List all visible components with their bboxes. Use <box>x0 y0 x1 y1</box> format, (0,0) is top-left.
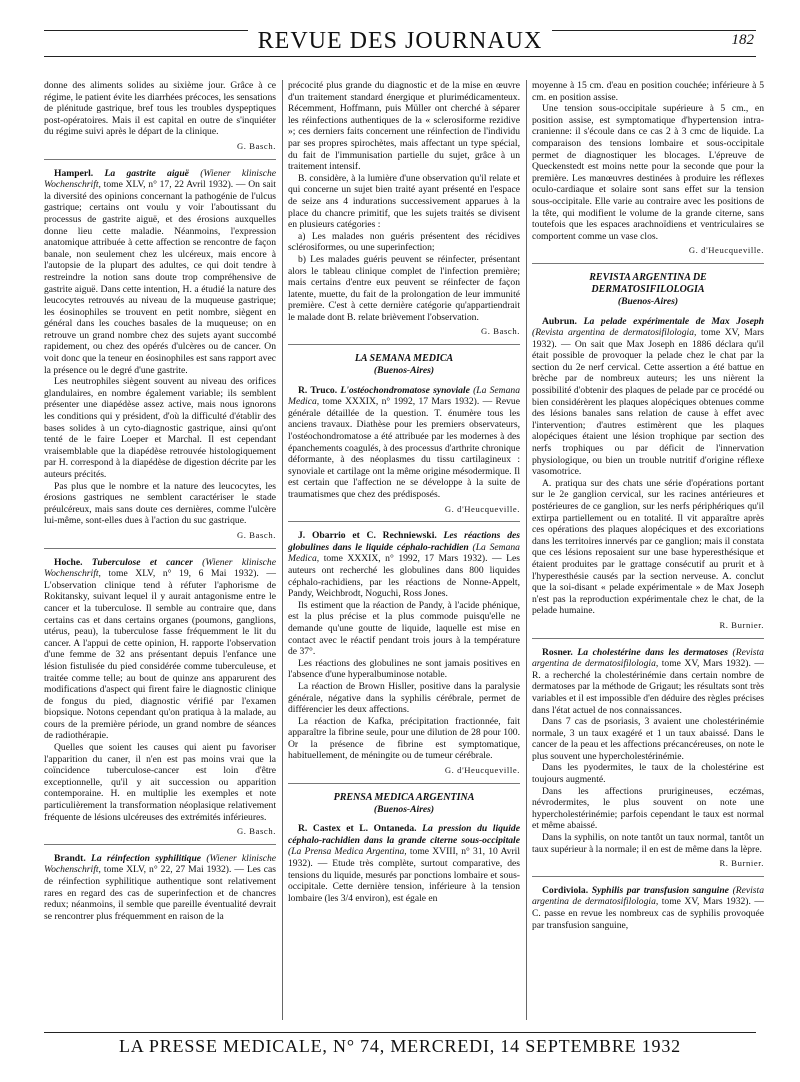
article-hoche <box>44 557 276 838</box>
article-title: La gastrite aiguë <box>104 167 189 179</box>
article-source: (Wiener klinische Wochenschrift, <box>44 556 276 580</box>
paragraph: B. considère, à la lumière d'une observation qu'il relate et qui concerne un sujet bien traité ayant présenté en l'espace de seize ans 4 indurations successivement apparues à la place du chancre primitif, que les sujets traités se divisent en plusieurs catégories : <box>288 172 520 231</box>
article-author-head: Cordiviola. <box>542 884 589 896</box>
paragraph: — C. passe en revue les nombreux cas de syphilis provoquée par transfusion sanguine, <box>532 896 764 931</box>
article-columns <box>44 80 764 1020</box>
article-title: Tuberculose et cancer <box>91 556 193 568</box>
article-cordiviola <box>532 885 764 931</box>
paragraph: — On sait que Max Joseph en 1886 déclara qu'il était possible de provoquer la pelade chez le chat par la section du 2e nerf cervical. Cette assertion a été battue en brèche par de nombreux auteurs; les uns nièrent la possibilité d'obtenir des plaques de pelade par ce procédé ou bien considérèrent les plaques alopéciques obtenues comme des lésions banales sans relation de cause à effet avec l'intervention; d'autres estimèrent que les plaques alopéciques étaient une lésion trophique par section des nerfs trophiques ou par déficit de l'innervation physiologique, ou bien un trouble nutritif d'origine réflexe vasomotrice. <box>532 338 764 478</box>
separator <box>288 783 520 784</box>
footer-rule <box>44 1032 756 1033</box>
article-reference: tome XXXIX, n° 1992, 17 Mars 1932). <box>322 396 480 408</box>
article-author-head: Hoche. <box>54 556 83 568</box>
column-divider <box>526 80 527 1020</box>
separator <box>44 159 276 160</box>
article-reference: tome XLV, n° 19, 6 Mai 1932). <box>108 568 259 580</box>
paragraph: Les réactions des globulines ne sont jamais positives en l'absence d'une hyperalbuminose notable. <box>288 657 520 681</box>
journal-heading: LA SEMANA MEDICA <box>354 353 454 365</box>
paragraph: — Les auteurs ont recherché les globulines dans 800 liquides céphalo-rachidiens, par les réactions de Nonne-Appelt, Pandy, Weichbrodt, Noguchi, Ross Jones. <box>288 553 520 600</box>
article-truco <box>288 385 520 516</box>
paragraph: — Etude très complète, surtout comparative, des tensions du liquide, mesurés par ponctions lombaire et sous-occipitale. Cette dernière tension, inférieure à la tension lombaire (les 3/4 environ), est égale en <box>288 858 520 904</box>
article-reference: tome XV, Mars 1932). <box>661 896 751 908</box>
separator <box>532 263 764 264</box>
paragraph: — Les cas de réinfection syphilitique authentique sont relativement rares en regard des cas de superinfection et de chancres redux; néanmoins, il semble que pareille éventualité devrait se rencontrer plus fréquemment en raison de la <box>44 864 277 922</box>
column-2 <box>288 80 520 904</box>
article-hamperl <box>44 168 276 542</box>
article-source: (Revista argentina de dermatosifilologia, <box>532 646 764 670</box>
page-footer <box>44 1030 756 1060</box>
paragraph: — R. a recherché la cholestérinémie dans certain nombre de dermatoses par la méthode de Grigaut; les résultats sont très variables et il est impossible d'en déduire des règles précises dans l'état actuel de nos connaissances. <box>532 658 764 716</box>
article-title: La pression du liquide céphalo-rachidien dans la grande citerne sous-occipitale <box>288 823 520 846</box>
paragraph: La réaction de Brown Hisller, positive dans la paralysie générale, négative dans la syphilis cérébrale, permet de différencier les deux affections. <box>288 680 520 716</box>
article-author: G. Basch. <box>236 826 276 837</box>
article-author: G. Basch. <box>236 140 276 151</box>
separator <box>532 638 764 639</box>
page-number: 182 <box>726 32 755 49</box>
journal-location: (Buenos-Aires) <box>617 295 679 307</box>
paragraph: — L'observation clinique tend à réfuter l'aphorisme de Rokitansky, suivant lequel il y aurait antagonisme entre le cancer et la tuberculose. Il semble au contraire que, dans certains cas et dans certains organes (poumons, ganglions, utérus, peau), la tuberculose fasse fréquemment le lit du cancer. A l'appui de cette opinion, H. rapporte l'observation d'une femme de 32 ans présentant depuis l'enfance une lésion fistulisée du pied considérée comme tuberculeuse, et traitée comme telle; au bout de quinze ans apparurent des modifications d'aspect qui firent faire le diagnostic clinique de fongus du pied, diagnostic vérifié par l'examen biopsique. Notons cependant qu'on pratiqua à la malade, au cours de la première période, un grand nombre de séances de radiothérapie. <box>44 568 276 742</box>
article-source: (La Semana Medica, <box>288 384 520 408</box>
article-reference: tome XLV, n° 17, 22 Avril 1932). <box>103 179 234 191</box>
separator <box>532 876 764 877</box>
paragraph: — Revue générale détaillée de la question. T. énumère tous les anciens travaux. Diathèse pour les premiers observateurs, l'ostéochondromatose a été attribuée par les modernes à des épanchements coagulés, à des processus d'arthrite chronique déformante, à des néoplasmes du tissu cartilagineux : synoviale et cartilage ont la même origine mésodermique. Il est certain que l'affection ne se développe à la suite de traumatismes que chez des prédisposés. <box>288 396 520 500</box>
article-author: R. Burnier. <box>719 858 764 869</box>
article-title: La pelade expérimentale de Max Joseph <box>583 315 764 327</box>
paragraph: donne des aliments solides au sixième jour. Grâce à ce régime, le patient évite les diarrhées précoces, les sensations de plénitude gastrique, bref tous les troubles dyspeptiques post-opératoires. Mais il est capital en outre de s'inquiéter du régime suivi après le départ de la clinique. <box>44 80 276 138</box>
journal-location: (Buenos-Aires) <box>373 803 435 815</box>
article-author-head: Aubrun. <box>542 315 577 327</box>
paragraph: — On sait la diversité des opinions concernant la pathogénie de l'ulcus gastrique; certains ont voulu y voir l'aboutissant du processus de gastrite aiguë, et des érosions auxquelles donne lieu cette maladie. Néanmoins, l'expression anatomique attribuée à cette affection se rencontre de façon banale, non seulement chez les ulcéreux, mais encore à l'autopsie de la plupart des adultes, ce qui doit tendre à restreindre la notion sans doute trop compréhensive de gastrite aiguë. Dans cette intention, H. a étudié la nature des leucocytes retrouvés au niveau de la muqueuse gastrique; les éosinophiles se trouvent en petit nombre, siègent en général dans les couches basales de la muqueuse; on en retrouve un grand nombre chez des sujets ayant succombé rapidement, ou chez des opérés d'ulcères ou de cancer. On voit donc que la teneur en éosinophiles est sans rapport avec la présence ou le degré d'une gastrite. <box>44 179 276 376</box>
article-castex <box>288 823 520 904</box>
article-reference: tome XV, Mars 1932). <box>661 658 751 670</box>
article-obarrio <box>288 530 520 776</box>
paragraph: Ils estiment que la réaction de Pandy, à l'acide phénique, est la plus précise et la plus commode puisqu'elle ne demande qu'une goutte de liquide, laquelle est mise en contact avec le réactif pendant trois jours à la température de 37°. <box>288 599 520 658</box>
separator <box>44 844 276 845</box>
article-title: La cholestérine dans les dermatoses <box>577 646 728 658</box>
header-rule-bottom <box>44 56 756 57</box>
column-divider <box>282 80 283 1020</box>
paragraph: b) Les malades guéris peuvent se réinfecter, présentant alors le tableau clinique complet de l'infection première; mais certains d'entre eux peuvent se réinfecter de façon latente, muette, du fait de la prolongation de leur immunité première. C'est à cette dernière catégorie qu'appartiendrait le malade dont B. relate brièvement l'observation. <box>288 253 520 323</box>
paragraph: a) Les malades non guéris présentent des récidives sclérosiformes, ou une superinfection; <box>288 230 520 254</box>
paragraph: A. pratiqua sur des chats une série d'opérations portant sur le 2e ganglion cervical, sur les racines antérieures et postérieures de ce ganglion, sur les nerfs périphériques qu'il extirpa partiellement ou en totalité. Il vit apparaître après ces opérations des plaques alopéciques et des excoriations dans les territoires innervés par ce ganglion; mais il constata que ces lésions reposaient sur une base hyperesthésique et étaient produites par le grattage consécutif au prurit et à l'hyperesthésie causés par la section nerveuse. A. conclut que la soi-disant « pelade expérimentale » de Max Joseph n'est pas la reproduction expérimentale chez le chat, de la pelade humaine. <box>532 477 764 617</box>
paragraph: Pas plus que le nombre et la nature des leucocytes, les érosions gastriques ne semblent caractériser le stade préulcéreux, mais sans doute ces dernières, comme l'ulcère lui-même, sont-elles dues à l'action du suc gastrique. <box>44 480 276 527</box>
article-source: (Revista argentina de dermatosifilologia, <box>532 884 764 908</box>
paragraph: Les neutrophiles siègent souvent au niveau des orifices glandulaires, en nombre également variable; ils semblent présenter une diapédèse assez active, mais nous ignorons les conditions qui y président, d'où la difficulté d'établir des bases solides à un cyto-diagnostic gastrique, ainsi qu'ont tenté de le faire Loeper et Marchal. Il est cependant vraisemblable que la diapédèse retrouvée histologiquement par H. correspond à la diapédèse de digestion décrite par les auteurs précités. <box>44 376 276 480</box>
article-author: G. d'Heucqueville. <box>444 765 520 776</box>
paragraph: Quelles que soient les causes qui aient pu favoriser l'apparition du caner, il n'en est pas moins vrai que la coïncidence tuberculose-cancer est loin d'être exceptionnelle, qu'il y ait succession ou apparition contemporaine. H. en multiplie les exemples et note particulièrement la transformation néoplasique relativement fréquente de lésions ulcéreuses des extrémités inférieures. <box>44 742 276 823</box>
paragraph: Dans les affections prurigineuses, eczémas, névrodermites, le plus souvent on note une hypercholestérinémie; parfois cependant le taux est normal et même abaissé. <box>532 785 764 832</box>
article-aubrun <box>532 316 764 632</box>
paragraph: Dans 7 cas de psoriasis, 3 avaient une cholestérinémie normale, 3 un taux exagéré et 1 un taux abaissé. Dans le cancer de la peau et les affections précancéreuses, on note le plus souvent une hypercholestérinémie. <box>532 716 764 762</box>
article-author: G. d'Heucqueville. <box>444 503 520 514</box>
article-reference: tome XV, Mars 1932). <box>532 327 764 350</box>
article-title: L'ostéochondromatose synoviale <box>340 384 470 396</box>
article-continuation <box>532 80 764 257</box>
article-author: G. Basch. <box>236 529 276 540</box>
article-reference: tome XLV, n° 22, 27 Mai 1932). <box>103 864 232 876</box>
paragraph: Dans la syphilis, on note tantôt un taux normal, tantôt un taux supérieur à la normale; il en est de même dans la lèpre. <box>532 832 764 855</box>
article-author-head: Hamperl. <box>54 167 94 179</box>
journal-heading: PRENSA MEDICA ARGENTINA <box>333 791 475 803</box>
article-source: (La Semana Medica, <box>288 541 520 565</box>
article-title: Les réactions des globulines dans le liquide céphalo-rachidien <box>288 530 520 553</box>
separator <box>44 548 276 549</box>
paragraph: moyenne à 15 cm. d'eau en position couchée; inférieure à 5 cm. en position assise. <box>532 80 764 103</box>
article-source: (Wiener klinische Wochenschrift, <box>44 167 277 191</box>
separator <box>288 344 520 345</box>
article-brandt <box>44 853 276 923</box>
article-source: (Wiener klinische Wochenschrift, <box>44 852 277 876</box>
column-3 <box>532 80 764 931</box>
article-author-head: Brandt. <box>54 852 86 864</box>
paragraph: La réaction de Kafka, précipitation fractionnée, fait apparaître la fibrine seule, pour une dilution de 28 pour 100. Or la présence de fibrine est symptomatique, habituellement, de méningite ou de tumeur cérébrale. <box>288 715 520 762</box>
article-continuation <box>44 80 276 153</box>
article-author-head: R. Truco. <box>298 384 338 396</box>
article-source: (La Prensa Medica Argentina, <box>288 846 407 858</box>
article-reference: tome XVIII, n° 31, 10 Avril 1932). <box>288 846 520 870</box>
journal-heading: REVISTA ARGENTINA DE DERMATOSIFILOLOGIA <box>589 271 707 295</box>
article-title: La réinfection syphilitique <box>90 852 202 864</box>
article-author-head: Rosner. <box>542 646 573 658</box>
journal-location: (Buenos-Aires) <box>373 365 435 377</box>
paragraph: Dans les pyodermites, le taux de la cholestérine est toujours augmenté. <box>532 762 764 786</box>
paragraph: précocité plus grande du diagnostic et de la mise en œuvre d'un traitement standard énergique et plurimédicamenteux. Récemment, Hoffmann, puis Müller ont cherché à séparer les réinfections authentiques de la « sclerosiforme rezidive »; ces derniers faits concernent une réinfection de l'individu par ses propres spirochètes, mais affectant un type spécial, du fait de l'immunisation partielle du sujet, grâce à un traitement intensif. <box>288 80 520 173</box>
article-continuation <box>288 80 520 338</box>
separator <box>288 521 520 522</box>
article-rosner <box>532 647 764 870</box>
article-author-head: R. Castex et L. Ontaneda. <box>298 823 417 835</box>
article-title: Syphilis par transfusion sanguine <box>591 884 729 896</box>
running-title: REVUE DES JOURNAUX <box>44 28 756 55</box>
article-author-head: J. Obarrio et C. Rechniewski. <box>298 530 437 542</box>
paragraph: Une tension sous-occipitale supérieure à 5 cm., en position assise, est symptomatique d'hypertension intra-cranienne: il s'écoule dans ce cas 2 à 3 cmc de liquide. La comparaison des tensions lombaire et sous-occipitale permet de diagnostiquer les blocages. L'épreuve de Queckenstedt est moins nette pour la seconde que pour la première. Les manœuvres destinées à produire les réflexes oculo-cardiaque et solaire sont sans effet sur la tension sous-occipitale. Elle varie au contraire avec les positions de la tête, qui modifient le volume de la grande citerne, sans toutefois que les espaces arachnoïdiens et ventriculaires se comportent comme un vase clos. <box>532 103 764 242</box>
column-1 <box>44 80 276 922</box>
footer-imprint: LA PRESSE MEDICALE, N° 74, MERCREDI, 14 SEPTEMBRE 1932 <box>119 1036 681 1056</box>
article-author: R. Burnier. <box>719 619 764 630</box>
article-author: G. d'Heucqueville. <box>688 245 764 256</box>
page-header <box>44 22 756 62</box>
article-author: G. Basch. <box>480 326 520 337</box>
article-source: (Revista argentina de dermatosifilologia, <box>532 327 697 339</box>
article-reference: tome XXXIX, n° 1992, 17 Mars 1932). <box>323 553 488 565</box>
